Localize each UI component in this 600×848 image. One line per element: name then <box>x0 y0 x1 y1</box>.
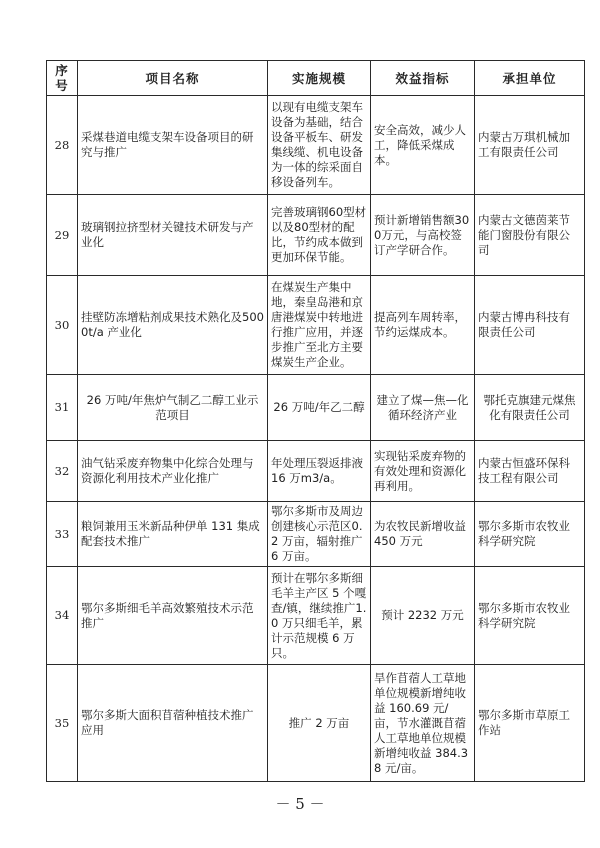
table-row <box>47 96 585 195</box>
header-scale: 实施规模 <box>268 61 371 96</box>
row-benefit: 为农牧民新增收益450 万元 <box>371 502 475 567</box>
row-project-name: 采煤巷道电缆支架车设备项目的研究与推广 <box>78 96 268 195</box>
row-project-name: 油气钻采废弃物集中化综合处理与资源化利用技术产业化推广 <box>78 441 268 502</box>
row-project-name: 挂壁防冻增粘剂成果技术熟化及5000t/a 产业化 <box>78 276 268 375</box>
row-benefit: 预计新增销售额300万元，与高校签订产学研合作。 <box>371 195 475 276</box>
row-unit: 鄂尔多斯市农牧业科学研究院 <box>475 502 585 567</box>
row-benefit: 安全高效，减少人工，降低采煤成本。 <box>371 96 475 195</box>
header-name: 项目名称 <box>78 61 268 96</box>
row-seq: 29 <box>47 195 78 276</box>
row-scale: 鄂尔多斯市及周边创建核心示范区0.2 万亩，辐射推广6 万亩。 <box>268 502 371 567</box>
row-seq: 31 <box>47 375 78 441</box>
row-project-name: 鄂尔多斯大面积苜蓿种植技术推广应用 <box>78 665 268 782</box>
page-number: － 5 － <box>275 795 325 813</box>
row-unit: 内蒙古恒盛环保科技工程有限公司 <box>475 441 585 502</box>
row-scale: 推广 2 万亩 <box>268 665 371 782</box>
row-unit: 鄂尔多斯市农牧业科学研究院 <box>475 567 585 665</box>
row-seq: 34 <box>47 567 78 665</box>
row-benefit: 旱作苜蓿人工草地单位规模新增纯收益 160.69 元/亩，节水灌溉苜蓿人工草地单位规模新增纯收益 384.38 元/亩。 <box>371 665 475 782</box>
row-seq: 28 <box>47 96 78 195</box>
row-unit: 内蒙古博冉科技有限责任公司 <box>475 276 585 375</box>
row-scale: 在煤炭生产集中地，秦皇岛港和京唐港煤炭中转地进行推广应用，并逐步推广至北方主要煤炭生产企业。 <box>268 276 371 375</box>
row-seq: 35 <box>47 665 78 782</box>
table-row <box>47 567 585 665</box>
header-unit: 承担单位 <box>475 61 585 96</box>
row-benefit: 建立了煤—焦—化循环经济产业 <box>371 375 475 441</box>
row-project-name: 玻璃钢拉挤型材关键技术研发与产业化 <box>78 195 268 276</box>
row-scale: 以现有电缆支架车设备为基础，结合设备平板车、研发集线缆、机电设备为一体的综采面自移设备列车。 <box>268 96 371 195</box>
row-unit: 鄂托克旗建元煤焦化有限责任公司 <box>475 375 585 441</box>
table-row <box>47 375 585 441</box>
header-benefit: 效益指标 <box>371 61 475 96</box>
row-seq: 32 <box>47 441 78 502</box>
row-benefit: 预计 2232 万元 <box>371 567 475 665</box>
table-row <box>47 195 585 276</box>
row-unit: 鄂尔多斯市草原工作站 <box>475 665 585 782</box>
row-seq: 33 <box>47 502 78 567</box>
row-project-name: 鄂尔多斯细毛羊高效繁殖技术示范推广 <box>78 567 268 665</box>
table-header-row <box>47 61 585 96</box>
row-project-name: 26 万吨/年焦炉气制乙二醇工业示范项目 <box>78 375 268 441</box>
project-table <box>46 60 585 782</box>
row-seq: 30 <box>47 276 78 375</box>
row-scale: 26 万吨/年乙二醇 <box>268 375 371 441</box>
row-benefit: 实现钻采废弃物的有效处理和资源化再利用。 <box>371 441 475 502</box>
header-seq: 序号 <box>47 61 78 96</box>
row-unit: 内蒙古万琪机械加工有限责任公司 <box>475 96 585 195</box>
table-row <box>47 276 585 375</box>
table-row <box>47 502 585 567</box>
row-project-name: 粮饲兼用玉米新品种伊单 131 集成配套技术推广 <box>78 502 268 567</box>
row-scale: 年处理压裂返排液16 万m3/a。 <box>268 441 371 502</box>
table-row <box>47 441 585 502</box>
row-unit: 内蒙古文德茵莱节能门窗股份有限公司 <box>475 195 585 276</box>
table-row <box>47 665 585 782</box>
row-scale: 完善玻璃钢60型材以及80型材的配比，节约成本做到更加环保节能。 <box>268 195 371 276</box>
row-scale: 预计在鄂尔多斯细毛羊主产区 5 个嘎查/镇，继续推广1.0 万只细毛羊，累计示范规模 6 万只。 <box>268 567 371 665</box>
row-benefit: 提高列车周转率，节约运煤成本。 <box>371 276 475 375</box>
